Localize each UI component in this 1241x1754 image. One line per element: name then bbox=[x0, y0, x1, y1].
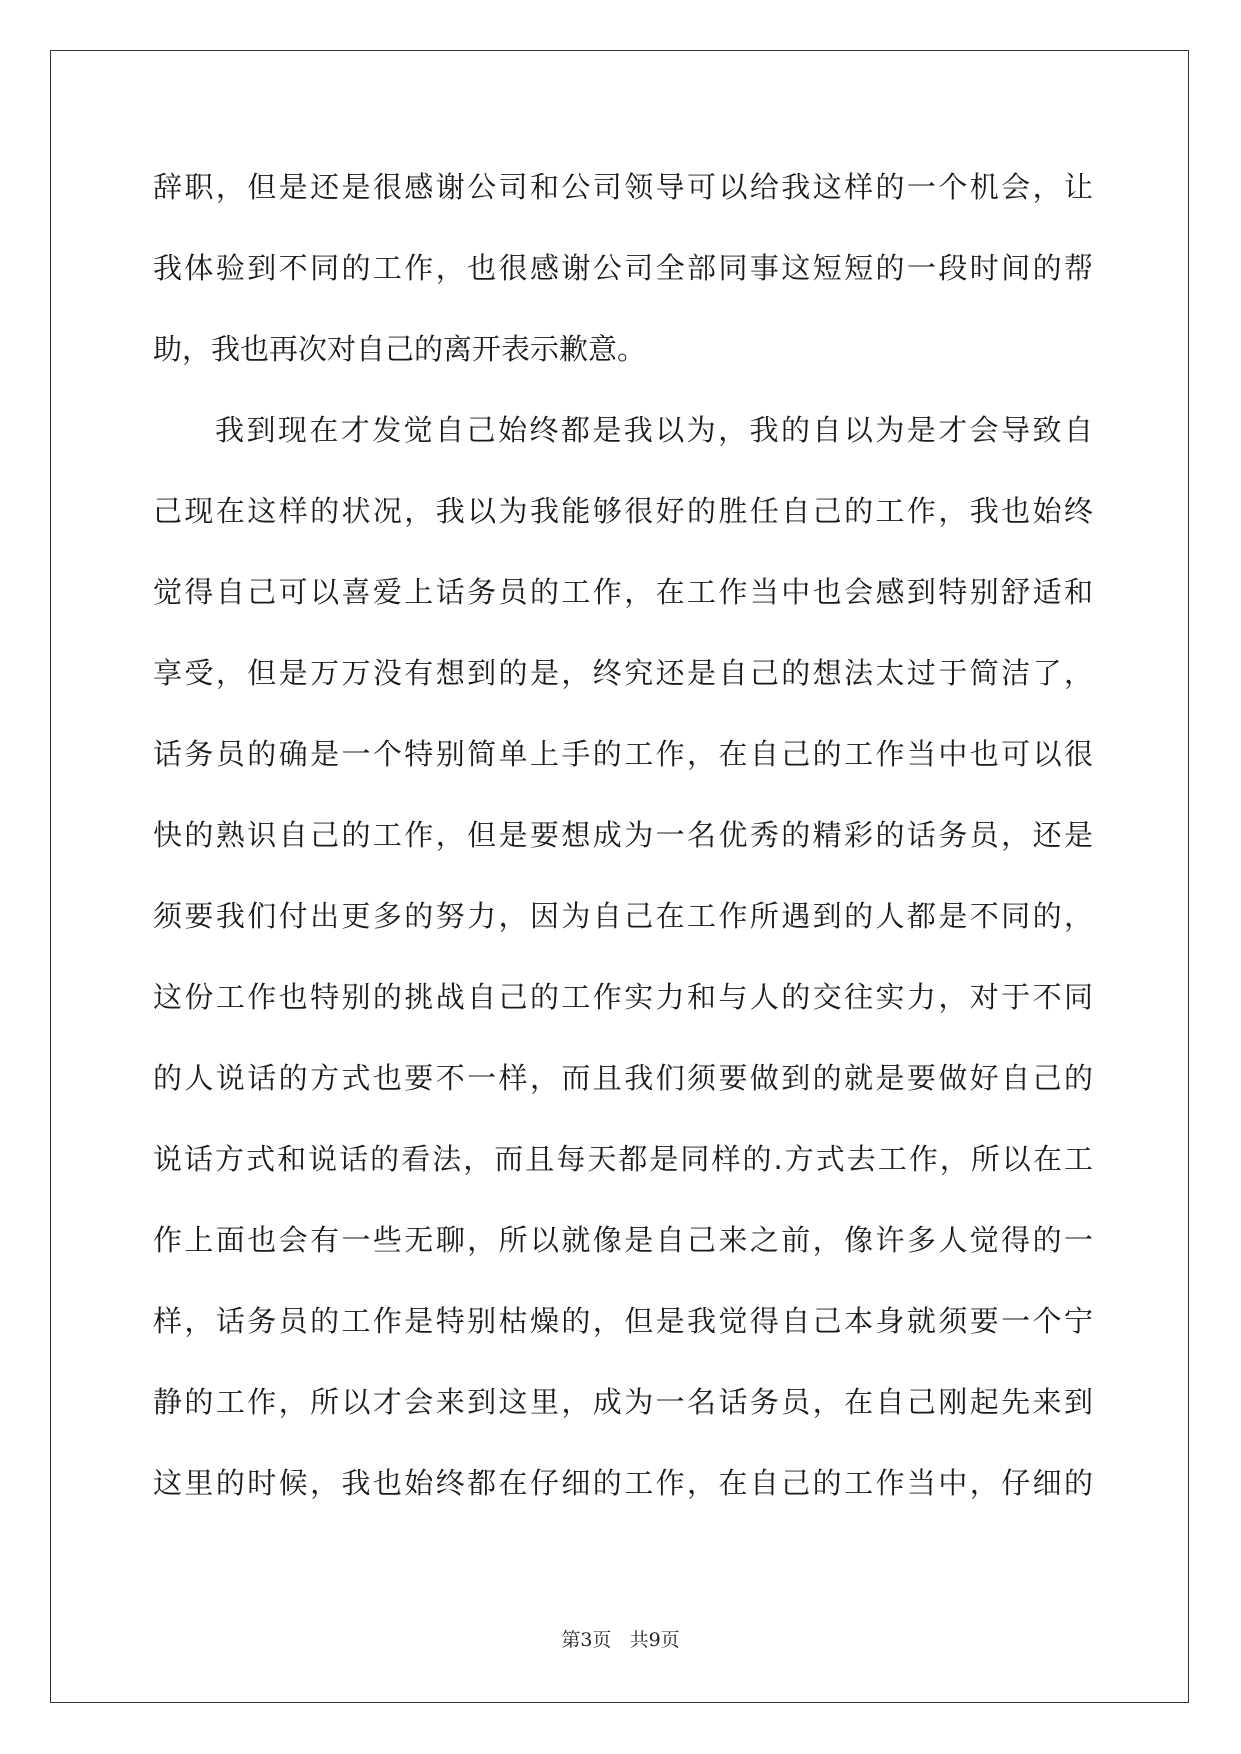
text-line: 享受，但是万万没有想到的是，终究还是自己的想法太过于简洁了， bbox=[153, 656, 1093, 690]
text-line: 己现在这样的状况，我以为我能够很好的胜任自己的工作，我也始终 bbox=[153, 494, 1093, 528]
text-line: 这份工作也特别的挑战自己的工作实力和与人的交往实力，对于不同 bbox=[153, 980, 1093, 1014]
text-line: 静的工作，所以才会来到这里，成为一名话务员，在自己刚起先来到 bbox=[153, 1385, 1093, 1419]
text-line: 须要我们付出更多的努力，因为自己在工作所遇到的人都是不同的， bbox=[153, 899, 1093, 933]
page-footer bbox=[0, 1625, 1241, 1652]
text-line: 这里的时候，我也始终都在仔细的工作，在自己的工作当中，仔细的 bbox=[153, 1466, 1093, 1500]
text-line: 话务员的确是一个特别简单上手的工作，在自己的工作当中也可以很 bbox=[153, 737, 1093, 771]
text-line: 的人说话的方式也要不一样，而且我们须要做到的就是要做好自己的 bbox=[153, 1061, 1093, 1095]
page-total: 共9页 bbox=[629, 1629, 680, 1651]
text-line: 辞职，但是还是很感谢公司和公司领导可以给我这样的一个机会，让 bbox=[153, 170, 1093, 204]
text-line: 样，话务员的工作是特别枯燥的，但是我觉得自己本身就须要一个宁 bbox=[153, 1304, 1093, 1338]
body-text bbox=[153, 165, 1093, 1542]
text-line: 觉得自己可以喜爱上话务员的工作，在工作当中也会感到特别舒适和 bbox=[153, 575, 1093, 609]
text-line: 我到现在才发觉自己始终都是我以为，我的自以为是才会导致自 bbox=[215, 413, 1093, 447]
text-line: 作上面也会有一些无聊，所以就像是自己来之前，像许多人觉得的一 bbox=[153, 1223, 1093, 1257]
page-number: 第3页 bbox=[561, 1629, 612, 1651]
text-line: 快的熟识自己的工作，但是要想成为一名优秀的精彩的话务员，还是 bbox=[153, 818, 1093, 852]
text-line: 我体验到不同的工作，也很感谢公司全部同事这短短的一段时间的帮 bbox=[153, 251, 1093, 285]
text-line: 助，我也再次对自己的离开表示歉意。 bbox=[153, 332, 647, 366]
text-line: 说话方式和说话的看法，而且每天都是同样的.方式去工作，所以在工 bbox=[153, 1142, 1093, 1176]
